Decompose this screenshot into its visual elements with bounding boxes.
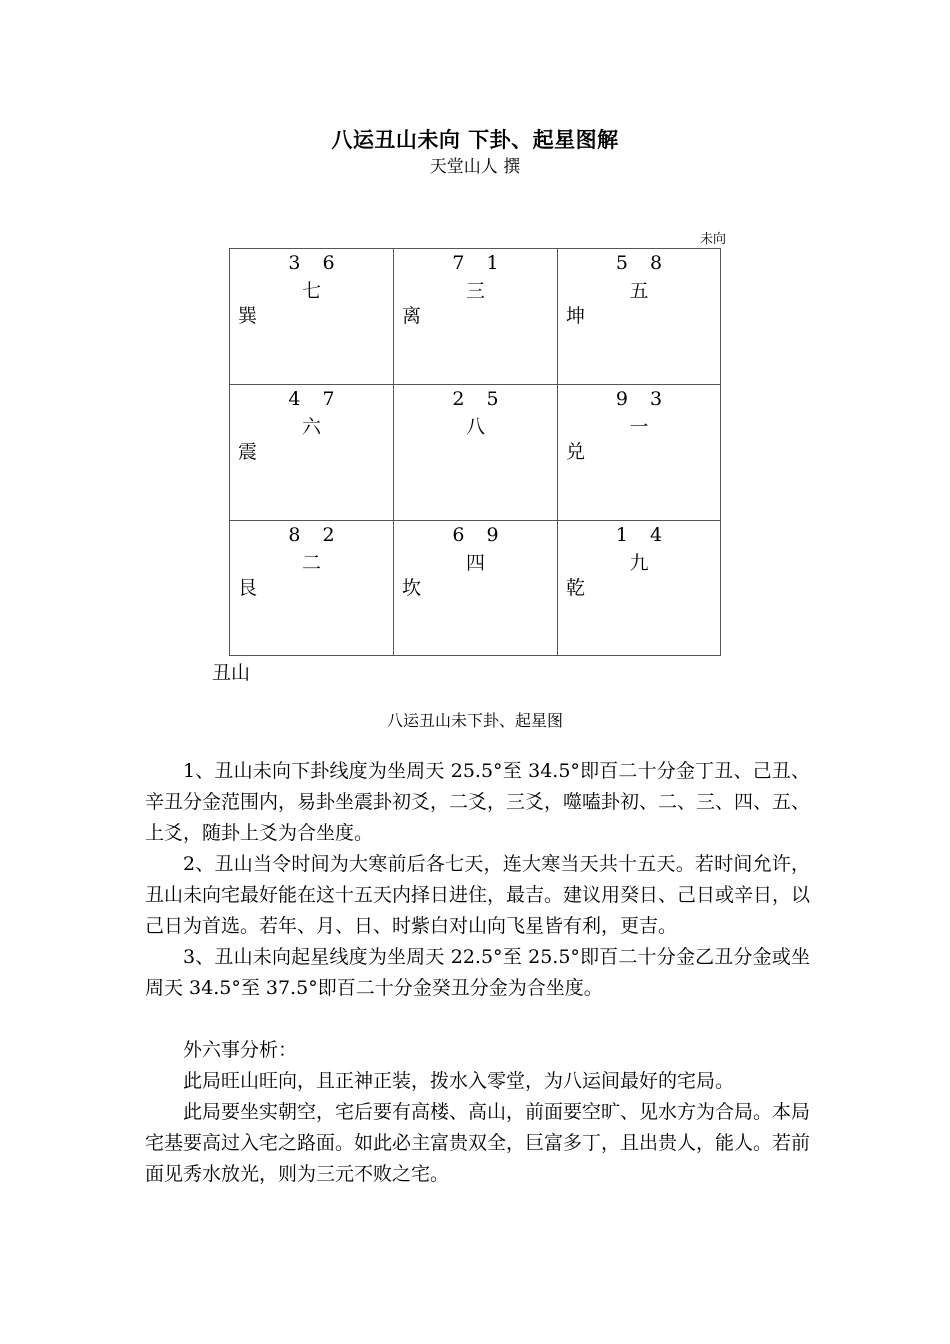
palace-kan <box>394 521 558 655</box>
trigram-label: 离 <box>402 305 422 327</box>
mountain-water-stars: 2 5 <box>452 388 507 410</box>
palace-dui <box>558 385 720 521</box>
mountain-water-stars: 1 4 <box>615 524 671 546</box>
mountain-water-stars: 6 9 <box>452 524 507 546</box>
mountain-water-stars: 7 1 <box>452 252 507 274</box>
mountain-water-stars: 9 3 <box>615 388 671 410</box>
mountain-water-stars: 8 2 <box>288 524 343 546</box>
base-star: 八 <box>465 416 485 438</box>
section-heading: 外六事分析： <box>183 1039 298 1061</box>
base-star: 一 <box>629 416 649 438</box>
paragraph: 2、丑山当令时间为大寒前后各七天，连大寒当天共十五天。若时间允许，丑山未向宅最好能在这十五天内择日进住，最吉。建议用癸日、己日或辛日，以己日为首选。若年、月、日、时紫白对山向飞星皆有利，更吉。 <box>145 853 811 937</box>
paragraph: 此局要坐实朝空，宅后要有高楼、高山，前面要空旷、见水方为合局。本局宅基要高过入宅之路面。如此必主富贵双全，巨富多丁，且出贵人，能人。若前面见秀水放光，则为三元不败之宅。 <box>145 1101 811 1185</box>
palace-zhen <box>230 385 394 521</box>
base-star: 六 <box>301 416 321 438</box>
base-star: 五 <box>629 280 649 302</box>
facing-direction-label: 未向 <box>700 232 727 247</box>
base-star: 二 <box>301 552 321 574</box>
trigram-label: 坎 <box>402 577 422 599</box>
trigram-label: 震 <box>238 441 258 463</box>
body-text <box>145 756 810 1190</box>
trigram-label: 乾 <box>566 577 586 599</box>
trigram-label: 兑 <box>566 441 586 463</box>
base-star: 七 <box>301 280 321 302</box>
figure-caption: 八运丑山未下卦、起星图 <box>386 711 563 730</box>
palace-center <box>394 385 558 521</box>
paragraph: 1、丑山未向下卦线度为坐周天 25.5°至 34.5°即百二十分金丁丑、己丑、辛丑分金范围内，易卦坐震卦初爻，二爻，三爻，噬嗑卦初、二、三、四、五、上爻，随卦上爻为合坐度。 <box>145 760 811 844</box>
trigram-label: 巽 <box>238 305 258 327</box>
paragraph: 3、丑山未向起星线度为坐周天 22.5°至 25.5°即百二十分金乙丑分金或坐周天 34.5°至 37.5°即百二十分金癸丑分金为合坐度。 <box>145 946 810 999</box>
mountain-water-stars: 3 6 <box>288 252 343 274</box>
flying-star-chart <box>229 248 721 656</box>
author-line: 天堂山人 撰 <box>429 157 521 177</box>
sitting-direction-label: 丑山 <box>212 662 251 684</box>
palace-gen <box>230 521 394 655</box>
palace-qian <box>558 521 720 655</box>
base-star: 四 <box>465 552 485 574</box>
base-star: 三 <box>465 280 485 302</box>
paragraph: 此局旺山旺向，且正神正装，拨水入零堂，为八运间最好的宅局。 <box>183 1070 735 1092</box>
palace-li <box>394 249 558 385</box>
trigram-label: 坤 <box>566 305 586 327</box>
mountain-water-stars: 5 8 <box>615 252 671 274</box>
document-title: 八运丑山未向 下卦、起星图解 <box>331 127 619 152</box>
palace-xun <box>230 249 394 385</box>
palace-kun <box>558 249 720 385</box>
trigram-label: 艮 <box>238 577 258 599</box>
mountain-water-stars: 4 7 <box>288 388 343 410</box>
base-star: 九 <box>629 552 649 574</box>
